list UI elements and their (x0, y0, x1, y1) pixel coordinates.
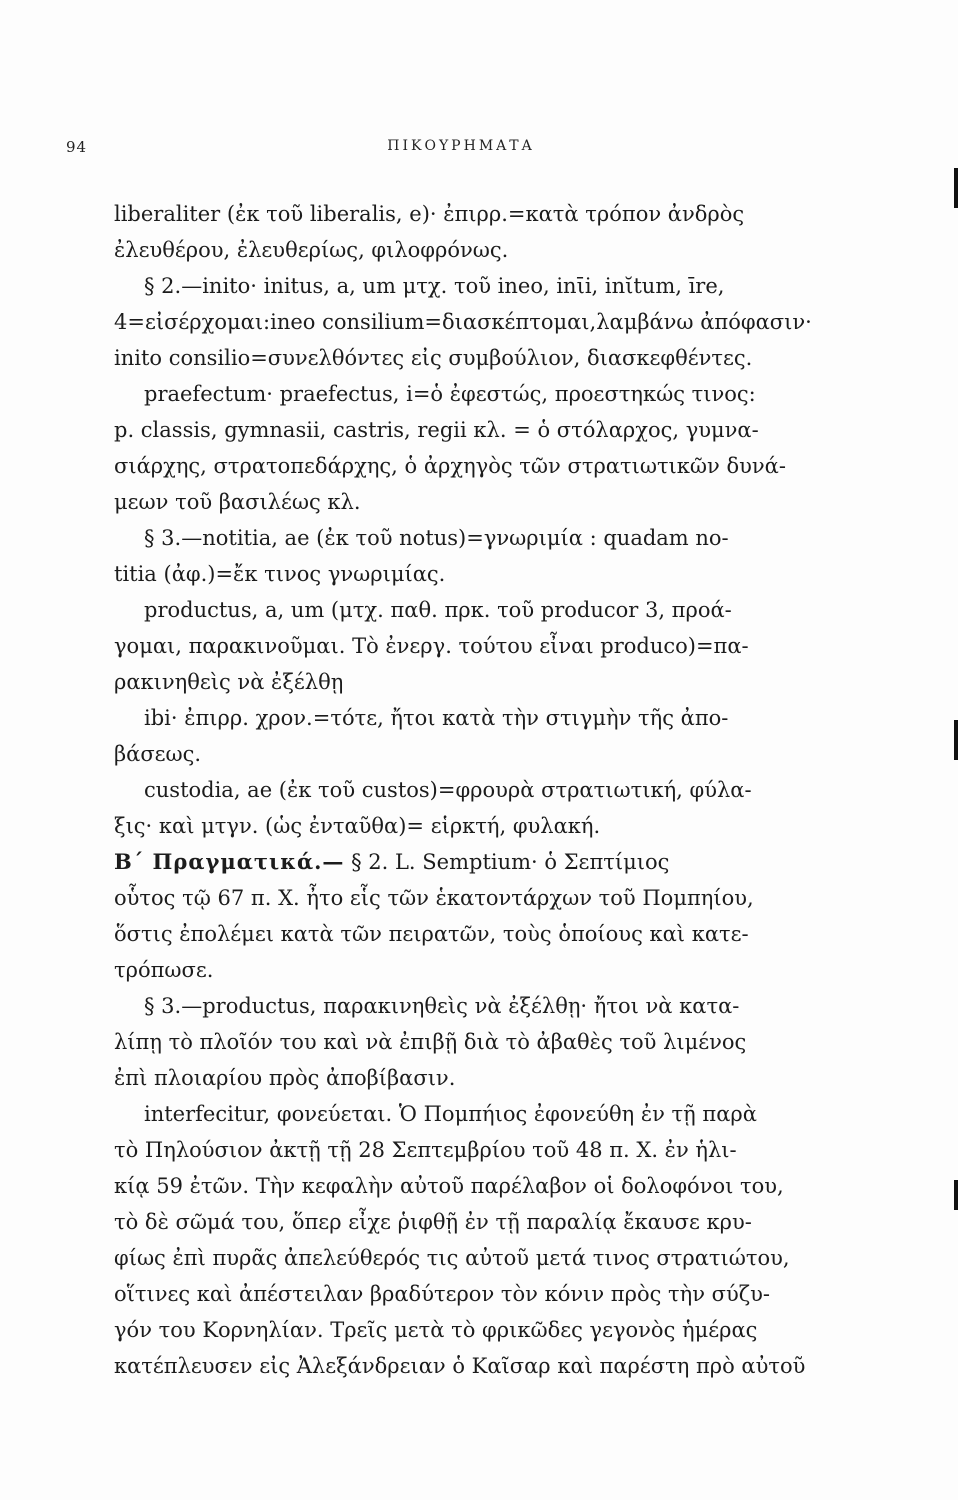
text-line: μεων τοῦ βασιλέως κλ. (114, 490, 361, 514)
text-line: titia (ἀφ.)=ἔκ τινος γνωριμίας. (114, 562, 446, 586)
text-line: φίως ἐπὶ πυρᾶς ἀπελεύθερός τις αὐτοῦ μετά τινος στρατιώτου, (114, 1246, 790, 1270)
text-line: inito consilio=συνελθόντες εἰς συμβούλιον, διασκεφθέντες. (114, 346, 753, 370)
text-line: γομαι, παρακινοῦμαι. Τὸ ἐνεργ. τούτου εἶναι produco)=πα- (114, 634, 749, 658)
text-line: ὅστις ἐπολέμει κατὰ τῶν πειρατῶν, τοὺς ὁποίους καὶ κατε- (114, 922, 749, 946)
text-line: ρακινηθεὶς νὰ ἐξέλθῃ (114, 670, 344, 694)
text-line: 4=εἰσέρχομαι:ineo consilium=διασκέπτομαι,λαμβάνω ἀπόφασιν· (114, 310, 812, 334)
text-line: praefectum· praefectus, i=ὁ ἐφεστώς, προεστηκώς τινος: (144, 382, 756, 406)
text-line: κίᾳ 59 ἐτῶν. Τὴν κεφαλὴν αὐτοῦ παρέλαβον οἱ δολοφόνοι του, (114, 1174, 784, 1198)
page-header (66, 138, 856, 164)
text-line: οὗτος τῷ 67 π. Χ. ἦτο εἷς τῶν ἑκατοντάρχων τοῦ Πομπηίου, (114, 886, 754, 910)
text-line: liberaliter (ἐκ τοῦ liberalis, e)· ἐπιρρ.=κατὰ τρόπον ἀνδρὸς (114, 202, 745, 226)
body-text (114, 196, 854, 1384)
text-line: interfecitur, φονεύεται. Ὁ Πομπήιος ἐφονεύθη ἐν τῇ παρὰ (144, 1102, 757, 1126)
text-line: ξις· καὶ μτγν. (ὡς ἐνταῦθα)= εἱρκτή, φυλακή. (114, 814, 601, 838)
text-line: γόν του Κορνηλίαν. Τρεῖς μετὰ τὸ φρικῶδες γεγονὸς ἡμέρας (114, 1318, 758, 1342)
text-line: § 3.—notitia, ae (ἐκ τοῦ notus)=γνωριμία : quadam no- (144, 526, 729, 550)
section-heading: Β΄ Πραγματικά.— (114, 849, 345, 874)
section-heading-rest: § 2. L. Semptium· ὁ Σεπτίμιος (344, 850, 670, 874)
text-line: τὸ δὲ σῶμά του, ὅπερ εἶχε ῥιφθῇ ἐν τῇ παραλίᾳ ἔκαυσε κρυ- (114, 1210, 752, 1234)
text-line: ἐλευθέρου, ἐλευθερίως, φιλοφρόνως. (114, 238, 509, 262)
text-line: ibi· ἐπιρρ. χρον.=τότε, ἤτοι κατὰ τὴν στιγμὴν τῆς ἀπο- (144, 706, 729, 730)
text-line: custodia, ae (ἐκ τοῦ custos)=φρουρὰ στρατιωτική, φύλα- (144, 778, 752, 802)
running-title: ΠΙΚΟΥΡΗΜΑΤΑ (387, 138, 535, 154)
text-line: productus, a, um (μτχ. παθ. πρκ. τοῦ producor 3, προά- (144, 598, 732, 622)
page-number: 94 (66, 138, 88, 156)
page-edge-mark (954, 720, 958, 760)
section-heading-line (114, 844, 854, 880)
page-edge-mark (954, 168, 958, 208)
text-line: οἵτινες καὶ ἀπέστειλαν βραδύτερον τὸν κόνιν πρὸς τὴν σύζυ- (114, 1282, 771, 1306)
text-line: § 3.—productus, παρακινηθεὶς νὰ ἐξέλθῃ· ἤτοι νὰ κατα- (144, 994, 740, 1018)
page-edge-mark (954, 1180, 958, 1210)
text-line: τρόπωσε. (114, 958, 214, 982)
text-line: κατέπλευσεν εἰς Ἀλεξάνδρειαν ὁ Καῖσαρ καὶ παρέστη πρὸ αὐτοῦ (114, 1354, 806, 1378)
text-line: βάσεως. (114, 742, 202, 766)
text-line: σιάρχης, στρατοπεδάρχης, ὁ ἀρχηγὸς τῶν στρατιωτικῶν δυνά- (114, 454, 786, 478)
text-line: § 2.—inito· initus, a, um μτχ. τοῦ ineo, inῑi, inῐtum, īre, (144, 274, 725, 298)
text-line: λίπῃ τὸ πλοῖόν του καὶ νὰ ἐπιβῇ διὰ τὸ ἀβαθὲς τοῦ λιμένος (114, 1030, 747, 1054)
text-line: p. classis, gymnasii, castris, regii κλ. = ὁ στόλαρχος, γυμνα- (114, 418, 759, 442)
text-line: ἐπὶ πλοιαρίου πρὸς ἀποβίβασιν. (114, 1066, 456, 1090)
text-line: τὸ Πηλούσιον ἀκτῇ τῇ 28 Σεπτεμβρίου τοῦ 48 π. Χ. ἐν ἡλι- (114, 1138, 737, 1162)
